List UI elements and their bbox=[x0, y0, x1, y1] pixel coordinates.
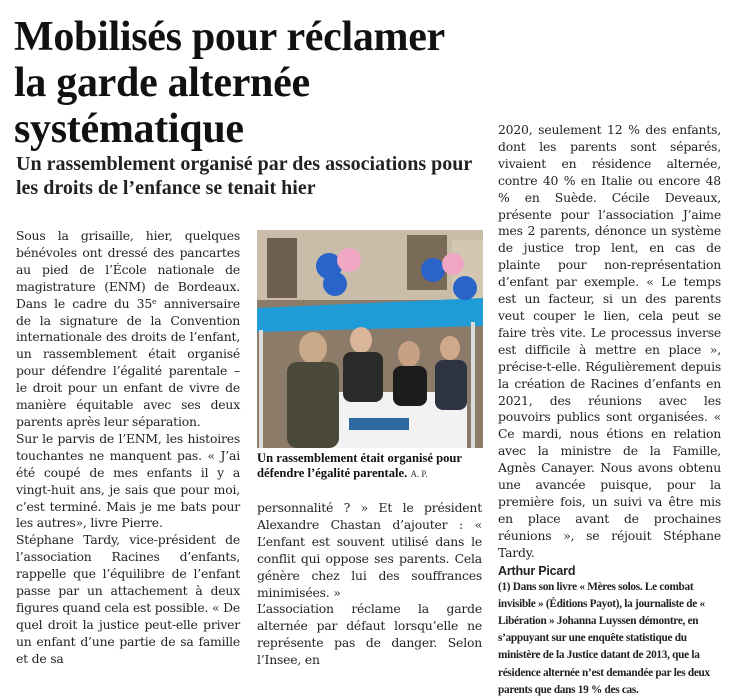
photo-credit: A. P. bbox=[410, 469, 428, 479]
article-subhead: Un rassemblement organisé par des associations pour les droits de l’enfance se tenait hier bbox=[16, 153, 472, 199]
article-headline: Mobilisés pour réclamer la garde alternée systématique bbox=[14, 14, 445, 152]
paragraph: 2020, seulement 12 % des enfants, dont les parents sont séparés, vivaient en résidence alternée, contre 40 % en Italie ou encore 48 % en Suède. Cécile Deveaux, présente pour l’association J’aime mes 2 parents, dénonce un système de justice trop lent, en cas de plainte pour non-représentation d’enfant par exemple. « Le temps est un facteur, si un des parents veut couper le lien, cela peut se faire très vite. Le processus inverse est difficile à mettre en place », précise-t-elle. Régulièrement depuis la création de Racines d’enfants en 2021, des réunions avec les pouvoirs publics sont organisées. « Ce mardi, nous étions en relation avec la ministre de la Famille, Agnès Canayer. Nous avons obtenu une avancée puisque, pour la première fois, un suivi va être mis en place avant de prochaines réunions », se réjouit Stéphane Tardy. bbox=[498, 122, 721, 560]
article-column-2 bbox=[257, 500, 482, 669]
photo-caption bbox=[257, 451, 483, 482]
paragraph: Stéphane Tardy, vice-président de l’association Racines d’enfants, rappelle que l’équilibre de l’enfant passe par un attachement à deux figures quand cela est possible. « De quel droit la justice peut-elle priver un enfant d’une partie de sa famille et de sa bbox=[16, 532, 240, 666]
paragraph: Sur le parvis de l’ENM, les histoires touchantes ne manquent pas. « J’ai été coupé de mes enfants il y a vingt-huit ans, je sais que pour moi, c’est terminé. Mais je me bats pour les autres», livre Pierre. bbox=[16, 430, 240, 531]
author-byline: Arthur Picard bbox=[498, 563, 576, 578]
caption-text: Un rassemblement était organisé pour défendre l’égalité parentale. bbox=[257, 451, 462, 480]
paragraph: Sous la grisaille, hier, quelques bénévoles ont dressé des pancartes au pied de l’École nationale de magistrature (ENM) de Bordeaux. Dans le cadre du 35ᵉ anniversaire de la signature de la Convention internationale des droits de l’enfant, un rassemblement était organisé pour défendre l’égalité parentale – le droit pour un enfant de vivre de manière équitable avec ses deux parents après leur séparation. bbox=[16, 228, 240, 429]
paragraph: L’association réclame la garde alternée par défaut lorsqu’elle ne représente pas de danger. Selon l’Insee, en bbox=[257, 601, 482, 668]
article-column-1 bbox=[16, 228, 240, 668]
footnote: (1) Dans son livre « Mères solos. Le combat invisible » (Éditions Payot), la journaliste de « Libération » Johanna Luyssen démontre, en s’appuyant sur une enquête statistique du ministère de la Justice datant de 2013, que la résidence alternée n’est demandée par les deux parents que dans 19 % des cas. bbox=[498, 580, 710, 696]
rally-photo-illustration bbox=[257, 230, 483, 448]
paragraph: personnalité ? » Et le président Alexandre Chastan d’ajouter : « L’enfant est souvent utilisé dans le conflit qui oppose ses parents. Cela génère chez lui des souffrances minimisées. » bbox=[257, 500, 482, 600]
article-photo bbox=[257, 230, 483, 448]
article-column-3 bbox=[498, 122, 721, 699]
